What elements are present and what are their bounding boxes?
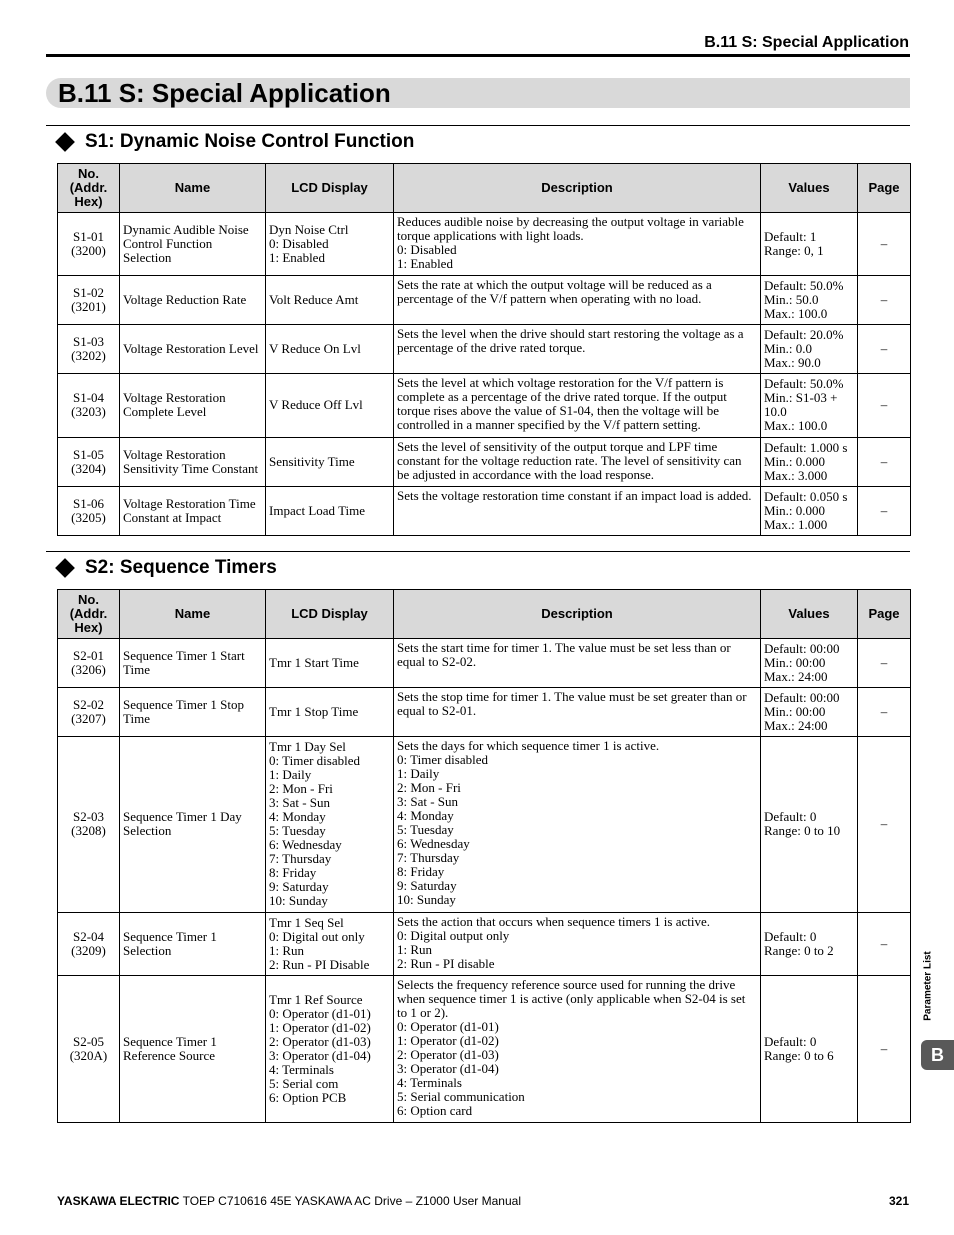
cell-line: Selects the frequency reference source used for running the drive when sequence timer 1 is active (only applicable when S2-04 is set to 1 or 2).	[397, 977, 746, 1020]
cell-line: S1-04	[72, 390, 105, 405]
footer-doc-title: TOEP C710616 45E YASKAWA AC Drive – Z1000 User Manual	[179, 1194, 521, 1208]
cell-line: Min.: 00:00	[764, 703, 826, 719]
cell-line: Range: 0, 1	[764, 242, 824, 258]
cell-line: 3: Sat - Sun	[269, 795, 331, 810]
cell-line: 2: Mon - Fri	[269, 781, 333, 796]
chapter-title: B.11 S: Special Application	[58, 78, 391, 108]
section-heading	[56, 130, 414, 154]
cell-line: (3200)	[71, 242, 106, 258]
cell-lcd	[266, 913, 394, 976]
table-row	[58, 688, 911, 737]
footer-document-info	[57, 1194, 521, 1208]
cell-line: 2: Operator (d1-03)	[397, 1047, 499, 1062]
cell-line: Default: 00:00	[764, 689, 840, 705]
cell-line: 7: Thursday	[397, 850, 460, 865]
cell-line: (3206)	[71, 661, 106, 677]
cell-page: –	[858, 913, 911, 976]
cell-line: 1: Operator (d1-02)	[269, 1019, 371, 1035]
cell-values	[761, 438, 858, 487]
cell-line: Impact Load Time	[269, 502, 366, 518]
cell-name	[120, 276, 266, 325]
cell-line: (3204)	[71, 460, 106, 476]
cell-line: Sets the level of sensitivity of the output torque and LPF time constant for the voltage reduction rate. The level of sensitivity can be adjusted in accordance with the load response.	[397, 439, 742, 482]
cell-lcd	[266, 688, 394, 737]
cell-no	[58, 688, 120, 737]
appendix-tab: B	[921, 1040, 954, 1070]
cell-line: (3205)	[71, 509, 106, 525]
column-header-name: Name	[120, 590, 266, 639]
cell-line: 0: Digital output only	[397, 928, 510, 943]
cell-line: 0: Timer disabled	[397, 752, 489, 767]
table-header-row	[58, 164, 911, 213]
cell-values	[761, 213, 858, 276]
cell-line: 8: Friday	[269, 865, 317, 880]
cell-line: Sets the level at which voltage restoration for the V/f pattern is complete as a percentage of the drive rated torque. If the output torque rises above the value of S1-04, then the voltage will be controlled in a manner specified by the V/f pattern setting.	[397, 375, 727, 432]
cell-line: 1: Run	[397, 942, 433, 957]
column-header-line: Hex)	[74, 194, 103, 209]
cell-line: Sensitivity Time	[269, 453, 355, 469]
column-header-values: Values	[761, 590, 858, 639]
cell-line: 5: Serial communication	[397, 1089, 525, 1104]
cell-line: 4: Terminals	[397, 1075, 462, 1090]
cell-values	[761, 976, 858, 1123]
cell-line: S2-03	[72, 809, 105, 824]
cell-line: Default: 00:00	[764, 640, 840, 656]
cell-line: S2-02	[72, 696, 105, 712]
cell-line: Sets the stop time for timer 1. The value must be set greater than or equal to S2-01.	[397, 689, 747, 718]
cell-page: –	[858, 976, 911, 1123]
cell-line: 1: Daily	[397, 766, 440, 781]
table-row	[58, 374, 911, 438]
parameter-table	[57, 163, 911, 536]
cell-line: (3208)	[71, 823, 106, 838]
cell-line: Sets the action that occurs when sequence timers 1 is active.	[397, 914, 710, 929]
cell-line: Voltage Restoration Complete Level	[123, 390, 226, 419]
column-header-line: No.	[78, 592, 99, 607]
cell-line: (3207)	[71, 710, 106, 726]
cell-line: Default: 50.0%	[764, 376, 844, 391]
cell-line: 2: Run - PI Disable	[269, 956, 370, 972]
cell-values	[761, 374, 858, 438]
cell-desc	[394, 438, 761, 487]
cell-desc	[394, 374, 761, 438]
cell-line: 5: Tuesday	[397, 822, 454, 837]
column-header-lcd: LCD Display	[266, 164, 394, 213]
cell-page: –	[858, 438, 911, 487]
cell-line: 6: Wednesday	[269, 837, 342, 852]
cell-line: Tmr 1 Ref Source	[269, 991, 363, 1007]
cell-line: (3202)	[71, 347, 106, 363]
table-row	[58, 913, 911, 976]
cell-line: 1: Daily	[269, 767, 312, 782]
cell-line: Min.: 50.0	[764, 291, 819, 307]
side-label-text: Parameter List	[922, 951, 934, 1021]
cell-desc	[394, 913, 761, 976]
cell-no	[58, 737, 120, 913]
cell-line: 6: Wednesday	[397, 836, 470, 851]
column-header-description: Description	[394, 164, 761, 213]
table-row	[58, 487, 911, 536]
column-header-values: Values	[761, 164, 858, 213]
cell-page: –	[858, 688, 911, 737]
cell-name	[120, 976, 266, 1123]
cell-line: Max.: 24:00	[764, 717, 828, 733]
column-header-page: Page	[858, 590, 911, 639]
page-number: 321	[888, 1194, 909, 1208]
cell-line: Range: 0 to 10	[764, 823, 841, 838]
cell-line: Range: 0 to 6	[764, 1047, 834, 1063]
cell-name	[120, 913, 266, 976]
cell-line: S2-04	[72, 928, 105, 944]
cell-lcd	[266, 976, 394, 1123]
section-title: S1: Dynamic Noise Control Function	[85, 131, 415, 152]
cell-line: S1-01	[72, 228, 105, 244]
section-heading	[56, 556, 277, 580]
cell-values	[761, 688, 858, 737]
cell-line: Min.: S1-03 + 10.0	[764, 390, 838, 419]
section-rule	[46, 125, 910, 126]
cell-line: Default: 1.000 s	[764, 439, 848, 455]
cell-line: Min.: 0.0	[764, 340, 813, 356]
cell-no	[58, 438, 120, 487]
cell-page: –	[858, 639, 911, 688]
cell-line: S1-05	[72, 446, 105, 462]
cell-line: Max.: 100.0	[764, 418, 828, 433]
cell-line: 9: Saturday	[397, 878, 457, 893]
cell-line: 4: Monday	[269, 809, 326, 824]
column-header-line: No.	[78, 166, 99, 181]
cell-line: Max.: 1.000	[764, 516, 828, 532]
column-header-lcd: LCD Display	[266, 590, 394, 639]
cell-lcd	[266, 374, 394, 438]
cell-line: 1: Enabled	[269, 249, 325, 265]
table-row	[58, 737, 911, 913]
cell-line: Default: 0.050 s	[764, 488, 848, 504]
cell-no	[58, 213, 120, 276]
cell-line: Default: 0	[764, 809, 817, 824]
cell-line: V Reduce On Lvl	[269, 340, 361, 356]
cell-line: 10: Sunday	[269, 893, 328, 908]
table-row	[58, 276, 911, 325]
cell-line: 8: Friday	[397, 864, 445, 879]
cell-line: 4: Monday	[397, 808, 454, 823]
cell-line: Dynamic Audible Noise Control Function Selection	[123, 221, 249, 265]
cell-line: Default: 0	[764, 928, 817, 944]
cell-line: S1-02	[72, 284, 105, 300]
cell-values	[761, 487, 858, 536]
cell-page: –	[858, 374, 911, 438]
cell-line: S1-06	[72, 495, 105, 511]
table-row	[58, 438, 911, 487]
cell-line: Volt Reduce Amt	[269, 291, 359, 307]
cell-line: Sequence Timer 1 Day Selection	[123, 809, 242, 838]
cell-line: 0: Operator (d1-01)	[269, 1005, 371, 1021]
table-row	[58, 976, 911, 1123]
cell-line: 3: Sat - Sun	[397, 794, 459, 809]
cell-page: –	[858, 487, 911, 536]
cell-line: 5: Tuesday	[269, 823, 326, 838]
cell-line: 0: Operator (d1-01)	[397, 1019, 499, 1034]
cell-line: 2: Operator (d1-03)	[269, 1033, 371, 1049]
cell-line: Range: 0 to 2	[764, 942, 834, 958]
cell-page: –	[858, 325, 911, 374]
cell-no	[58, 276, 120, 325]
cell-line: 0: Disabled	[269, 235, 329, 251]
cell-line: S2-05	[72, 1033, 105, 1049]
cell-line: 0: Disabled	[397, 242, 457, 257]
cell-line: 3: Operator (d1-04)	[397, 1061, 499, 1076]
table-row	[58, 213, 911, 276]
cell-line: Min.: 0.000	[764, 453, 826, 469]
cell-line: Voltage Restoration Time Constant at Impact	[123, 495, 256, 525]
cell-line: 0: Timer disabled	[269, 753, 361, 768]
cell-page: –	[858, 276, 911, 325]
cell-desc	[394, 737, 761, 913]
cell-no	[58, 913, 120, 976]
cell-line: Reduces audible noise by decreasing the output voltage in variable torque applications with light loads.	[397, 214, 744, 243]
cell-line: 4: Terminals	[269, 1061, 334, 1077]
cell-line: Tmr 1 Day Sel	[269, 739, 346, 754]
cell-no	[58, 487, 120, 536]
cell-values	[761, 325, 858, 374]
cell-page: –	[858, 213, 911, 276]
cell-no	[58, 325, 120, 374]
cell-line: Max.: 3.000	[764, 467, 828, 483]
footer-brand: YASKAWA ELECTRIC	[57, 1194, 180, 1208]
cell-line: 0: Digital out only	[269, 928, 365, 944]
cell-line: Sets the voltage restoration time constant if an impact load is added.	[397, 488, 752, 503]
cell-line: V Reduce Off Lvl	[269, 397, 363, 412]
cell-desc	[394, 688, 761, 737]
cell-lcd	[266, 213, 394, 276]
cell-line: Default: 1	[764, 228, 817, 244]
cell-line: Sets the level when the drive should start restoring the voltage as a percentage of the drive rated torque.	[397, 326, 744, 355]
cell-line: Tmr 1 Seq Sel	[269, 914, 344, 930]
cell-values	[761, 913, 858, 976]
cell-desc	[394, 213, 761, 276]
cell-line: S2-01	[72, 647, 105, 663]
table-header-row	[58, 590, 911, 639]
cell-desc	[394, 325, 761, 374]
cell-no	[58, 976, 120, 1123]
side-label	[920, 946, 936, 1026]
cell-line: Sequence Timer 1 Reference Source	[123, 1033, 217, 1063]
cell-line: Tmr 1 Start Time	[269, 654, 359, 670]
cell-line: (3203)	[71, 404, 106, 419]
cell-desc	[394, 276, 761, 325]
cell-values	[761, 737, 858, 913]
cell-line: Tmr 1 Stop Time	[269, 703, 359, 719]
cell-lcd	[266, 487, 394, 536]
cell-values	[761, 639, 858, 688]
cell-desc	[394, 639, 761, 688]
cell-name	[120, 487, 266, 536]
running-head: B.11 S: Special Application	[704, 34, 909, 51]
cell-line: 1: Operator (d1-02)	[397, 1033, 499, 1048]
cell-name	[120, 325, 266, 374]
cell-line: S1-03	[72, 333, 105, 349]
cell-line: 6: Option card	[397, 1103, 473, 1118]
cell-line: Sequence Timer 1 Start Time	[123, 647, 245, 677]
column-header-no	[58, 164, 120, 213]
cell-lcd	[266, 737, 394, 913]
cell-line: Dyn Noise Ctrl	[269, 221, 349, 237]
cell-line: Sets the rate at which the output voltage will be reduced as a percentage of the V/f pattern when operating with no load.	[397, 277, 712, 306]
cell-line: Max.: 90.0	[764, 354, 821, 370]
cell-line: (320A)	[69, 1047, 108, 1063]
cell-line: Sequence Timer 1 Selection	[123, 928, 217, 958]
header-rule	[46, 54, 910, 57]
cell-line: 2: Mon - Fri	[397, 780, 461, 795]
cell-name	[120, 438, 266, 487]
cell-line: (3201)	[71, 298, 106, 314]
cell-line: Sets the start time for timer 1. The value must be set less than or equal to S2-02.	[397, 640, 731, 669]
cell-line: 5: Serial com	[269, 1075, 339, 1091]
cell-line: Voltage Reduction Rate	[123, 291, 247, 307]
diamond-bullet-icon	[55, 558, 75, 578]
cell-values	[761, 276, 858, 325]
cell-lcd	[266, 325, 394, 374]
table-row	[58, 325, 911, 374]
cell-line: (3209)	[71, 942, 106, 958]
cell-line: 1: Enabled	[397, 256, 453, 271]
section-rule	[46, 551, 910, 552]
cell-line: Voltage Restoration Sensitivity Time Constant	[123, 446, 259, 476]
cell-desc	[394, 487, 761, 536]
column-header-line: Hex)	[74, 620, 103, 635]
cell-no	[58, 374, 120, 438]
cell-no	[58, 639, 120, 688]
cell-page: –	[858, 737, 911, 913]
cell-line: Sets the days for which sequence timer 1 is active.	[397, 738, 660, 753]
cell-line: 9: Saturday	[269, 879, 329, 894]
cell-line: 6: Option PCB	[269, 1089, 347, 1105]
column-header-page: Page	[858, 164, 911, 213]
cell-name	[120, 737, 266, 913]
cell-line: Voltage Restoration Level	[123, 340, 259, 356]
cell-line: 2: Run - PI disable	[397, 956, 495, 971]
table-row	[58, 639, 911, 688]
cell-name	[120, 688, 266, 737]
cell-line: 3: Operator (d1-04)	[269, 1047, 371, 1063]
cell-name	[120, 374, 266, 438]
section-title: S2: Sequence Timers	[85, 557, 277, 578]
cell-lcd	[266, 639, 394, 688]
cell-desc	[394, 976, 761, 1123]
column-header-line: (Addr.	[69, 606, 108, 621]
cell-line: Default: 20.0%	[764, 326, 844, 342]
cell-line: Min.: 00:00	[764, 654, 826, 670]
cell-line: Default: 0	[764, 1033, 817, 1049]
cell-name	[120, 639, 266, 688]
cell-line: 1: Run	[269, 942, 305, 958]
column-header-line: (Addr.	[69, 180, 108, 195]
cell-line: Sequence Timer 1 Stop Time	[123, 696, 244, 726]
cell-name	[120, 213, 266, 276]
column-header-no	[58, 590, 120, 639]
cell-line: Max.: 24:00	[764, 668, 828, 684]
cell-lcd	[266, 438, 394, 487]
cell-line: Default: 50.0%	[764, 277, 844, 293]
cell-line: 7: Thursday	[269, 851, 332, 866]
parameter-table	[57, 589, 911, 1123]
cell-lcd	[266, 276, 394, 325]
cell-line: Min.: 0.000	[764, 502, 826, 518]
column-header-name: Name	[120, 164, 266, 213]
cell-line: Max.: 100.0	[764, 305, 828, 321]
column-header-description: Description	[394, 590, 761, 639]
diamond-bullet-icon	[55, 132, 75, 152]
cell-line: 10: Sunday	[397, 892, 456, 907]
